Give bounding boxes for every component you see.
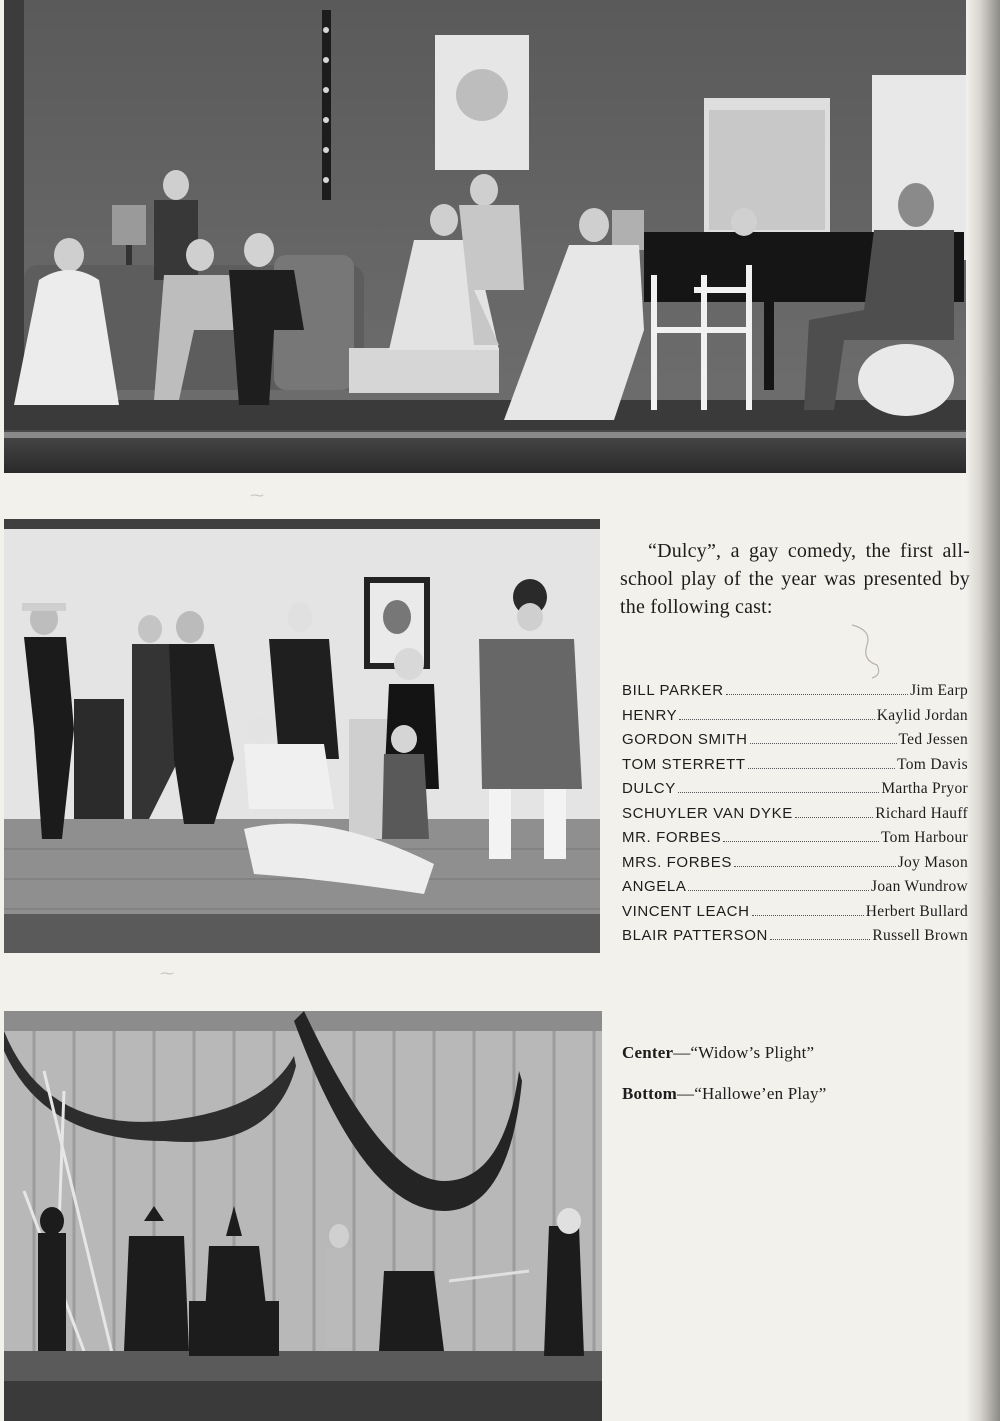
cast-role: BLAIR PATTERSON <box>622 927 768 944</box>
cast-row <box>622 731 968 756</box>
leader-dots <box>734 866 896 867</box>
cast-actor: Richard Hauff <box>875 804 968 822</box>
leader-dots <box>795 817 873 818</box>
cast-row <box>622 878 968 903</box>
pencil-squiggle <box>842 620 892 680</box>
cast-actor: Martha Pryor <box>881 780 968 797</box>
cast-role: HENRY <box>622 706 678 724</box>
caption-bottom-text: —“Hallowe’en Play” <box>677 1084 827 1103</box>
leader-dots <box>688 890 869 891</box>
leader-dots <box>770 939 870 940</box>
cast-actor: Tom Davis <box>897 755 968 773</box>
cast-actor: Jim Earp <box>910 682 968 699</box>
cast-row <box>622 780 968 805</box>
dulcy-scene-image <box>4 0 966 473</box>
cast-row <box>622 829 968 854</box>
cast-actor: Ted Jessen <box>898 731 968 748</box>
caption-center <box>622 1043 814 1063</box>
caption-bottom-label: Bottom <box>622 1084 678 1103</box>
cast-role: SCHUYLER VAN DYKE <box>622 804 793 822</box>
center-stage-photo <box>4 519 600 953</box>
bottom-stage-photo <box>4 1011 602 1421</box>
cast-row <box>622 805 968 830</box>
cast-role: TOM STERRETT <box>622 755 746 773</box>
cast-role: GORDON SMITH <box>622 731 748 748</box>
page-edge-shadow <box>966 0 1000 1421</box>
caption-bottom <box>622 1084 827 1104</box>
cast-list <box>622 682 968 952</box>
halloween-scene-image <box>4 1011 602 1421</box>
intro-paragraph <box>620 537 970 621</box>
cast-row <box>622 854 968 879</box>
cast-row <box>622 756 968 781</box>
top-stage-photo <box>4 0 966 473</box>
leader-dots <box>748 768 895 769</box>
intro-text: “Dulcy”, a gay comedy, the first all-school play of the year was presented by the following cast: <box>620 540 970 618</box>
cast-role: BILL PARKER <box>622 682 724 699</box>
cast-row <box>622 707 968 732</box>
cast-actor: Kaylid Jordan <box>876 706 968 724</box>
cast-role: MRS. FORBES <box>622 853 732 871</box>
leader-dots <box>726 694 908 695</box>
leader-dots <box>678 792 879 793</box>
leader-dots <box>750 743 897 744</box>
cast-actor: Joy Mason <box>897 853 968 871</box>
pencil-mark: ⁓ <box>160 966 174 982</box>
cast-actor: Tom Harbour <box>880 829 968 846</box>
cast-role: DULCY <box>622 780 676 797</box>
leader-dots <box>723 841 879 842</box>
caption-center-text: —“Widow’s Plight” <box>673 1043 815 1062</box>
cast-role: ANGELA <box>622 878 687 895</box>
leader-dots <box>679 719 874 720</box>
cast-role: VINCENT LEACH <box>622 902 750 920</box>
pencil-mark: ⁓ <box>250 488 264 504</box>
cast-actor: Joan Wundrow <box>871 878 968 895</box>
cast-role: MR. FORBES <box>622 829 722 846</box>
cast-row <box>622 903 968 928</box>
cast-actor: Herbert Bullard <box>865 902 968 920</box>
leader-dots <box>752 915 864 916</box>
caption-center-label: Center <box>622 1043 674 1062</box>
cast-actor: Russell Brown <box>872 927 968 944</box>
cast-row <box>622 927 968 952</box>
widows-plight-scene-image <box>4 519 600 953</box>
cast-row <box>622 682 968 707</box>
